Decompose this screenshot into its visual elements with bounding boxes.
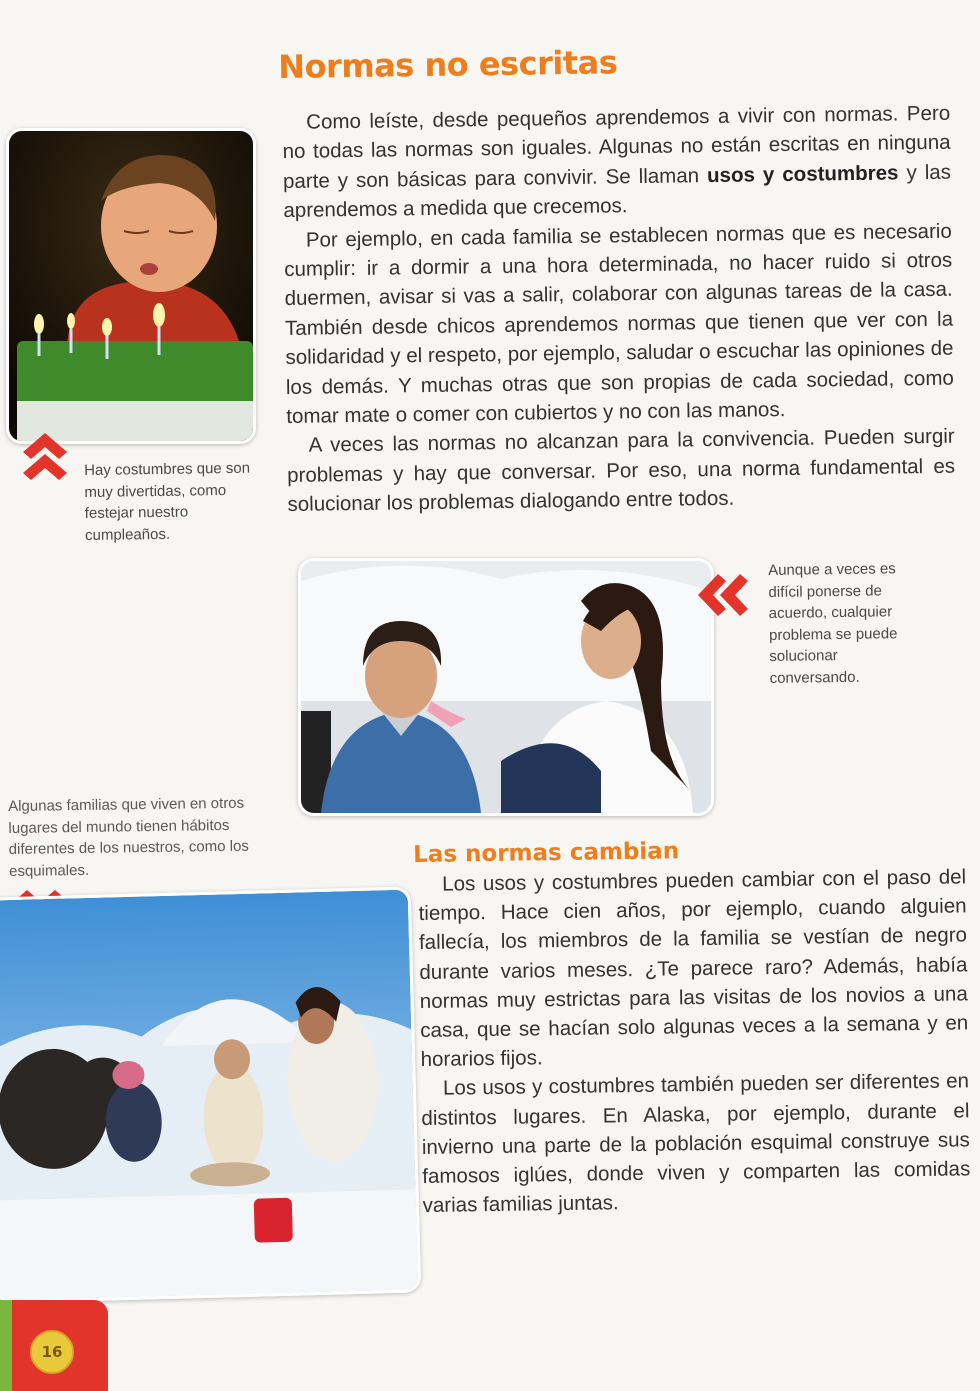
caption-eskimos: Algunas familias que viven en otros lugares del mundo tienen hábitos diferentes de los nuestros, como los esquimales. <box>8 794 249 880</box>
section-paragraph-1: Los usos y costumbres pueden cambiar con el paso del tiempo. Hace cien años, por ejemplo, cuando alguien fallecía, los miembros de la familia se vestían de negro durante varios meses. ¿Te parece raro? Además, había normas muy estrictas para las visitas de los novios a una casa, que se hacían solo algunas veces a la semana y en horarios fijos. <box>418 865 969 1072</box>
conversation-photo <box>298 558 714 816</box>
section-paragraph-2: Los usos y costumbres también pueden ser diferentes en distintos lugares. En Alaska, por ejemplo, durante el invierno una parte de la población esquimal construye sus famosos iglúes, donde viven y comparten las comidas varias familias juntas. <box>421 1069 971 1218</box>
page-number: 16 <box>30 1330 74 1374</box>
page-title: Normas no escritas <box>278 43 618 86</box>
intro-paragraph-2: Por ejemplo, en cada familia se establecen normas que es necesario cumplir: ir a dormir a una hora determinada, no hacer ruido si otros duermen, avisar si vas a salir, colaborar con algunas tareas de la casa. También desde chicos aprendemos normas que tienen que ver con la solidaridad y el respeto, por ejemplo, saludar o escuchar las opiniones de los demás. Y muchas otras que son propias de cada sociedad, como tomar mate o comer con cubiertos y no con las manos. <box>284 219 954 429</box>
intro-p1-text: Como leíste, desde pequeños aprendemos a vivir con normas. Pero no todas las normas son iguales. Algunas no están escritas en ninguna parte y son básicas para convivir. Se llaman <box>282 101 951 193</box>
intro-text <box>282 99 956 520</box>
section-title: Las normas cambian <box>413 838 680 868</box>
intro-paragraph-1 <box>282 99 952 226</box>
keyword-usos-costumbres: usos y costumbres <box>706 161 899 187</box>
caption-birthday: Hay costumbres que son muy divertidas, como festejar nuestro cumpleaños. <box>84 459 251 544</box>
chevron-left-icon <box>694 570 752 620</box>
page-strip <box>0 1300 12 1391</box>
chevron-up-icon <box>20 430 70 484</box>
caption-conversation: Aunque a veces es difícil ponerse de acuerdo, cualquier problema se puede solucionar conversando. <box>768 560 898 687</box>
intro-p1-text-end: y las aprendemos a medida que crecemos. <box>283 160 952 223</box>
intro-paragraph-3: A veces las normas no alcanzan para la convivencia. Pueden surgir problemas y hay que conversar. Por eso, una norma fundamental es solucionar los problemas dialogando entre todos. <box>286 425 956 517</box>
section-text <box>418 862 971 1220</box>
eskimos-photo <box>0 886 421 1303</box>
birthday-photo <box>6 128 256 444</box>
